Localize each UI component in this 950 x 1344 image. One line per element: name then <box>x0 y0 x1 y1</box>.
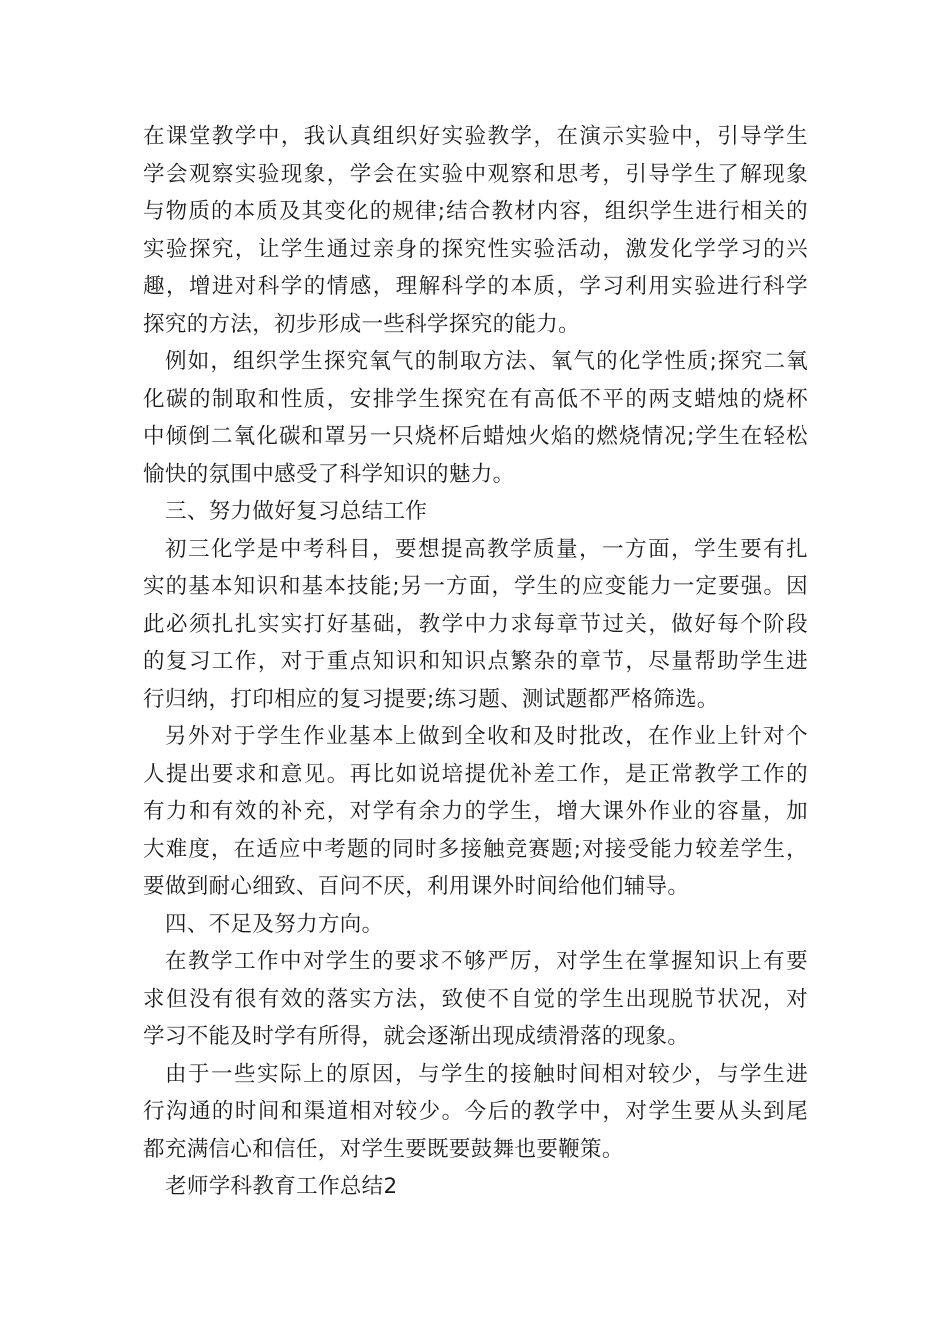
text-line: 初三化学是中考科目，要想提高教学质量，一方面，学生要有扎 <box>165 536 808 562</box>
text-line: 实的基本知识和基本技能;另一方面，学生的应变能力一定要强。因 <box>143 574 808 599</box>
text-line: 三、努力做好复习总结工作 <box>165 499 428 524</box>
text-line: 中倾倒二氧化碳和罩另一只烧杯后蜡烛火焰的燃烧情况;学生在轻松 <box>143 424 808 449</box>
text-line: 例如，组织学生探究氧气的制取方法、氧气的化学性质;探究二氧 <box>165 349 808 374</box>
text-line: 此必须扎扎实实打好基础，教学中力求每章节过关，做好每个阶段 <box>143 611 808 637</box>
text-line: 在课堂教学中，我认真组织好实验教学，在演示实验中，引导学生 <box>143 124 808 149</box>
text-line: 学会观察实验现象，学会在实验中观察和思考，引导学生了解现象 <box>143 161 808 187</box>
text-line: 人提出要求和意见。再比如说培提优补差工作，是正常教学工作的 <box>143 761 808 787</box>
text-line: 行归纳，打印相应的复习提要;练习题、测试题都严格筛选。 <box>143 686 719 712</box>
text-line: 求但没有很有效的落实方法，致使不自觉的学生出现脱节状况，对 <box>143 986 808 1012</box>
text-line: 与物质的本质及其变化的规律;结合教材内容，组织学生进行相关的 <box>143 199 808 224</box>
text-line: 由于一些实际上的原因，与学生的接触时间相对较少，与学生进 <box>165 1061 808 1087</box>
text-line: 老师学科教育工作总结2 <box>165 1174 398 1199</box>
text-line: 愉快的氛围中感受了科学知识的魅力。 <box>143 461 515 487</box>
text-line: 学习不能及时学有所得，就会逐渐出现成绩滑落的现象。 <box>143 1024 690 1049</box>
text-line: 在教学工作中对学生的要求不够严厉，对学生在掌握知识上有要 <box>165 949 808 974</box>
text-line: 实验探究，让学生通过亲身的探究性实验活动，激发化学学习的兴 <box>143 236 808 262</box>
document-body <box>143 118 808 1206</box>
text-line: 另外对于学生作业基本上做到全收和及时批改，在作业上针对个 <box>165 724 808 749</box>
text-line: 大难度，在适应中考题的同时多接触竞赛题;对接受能力较差学生， <box>143 836 808 862</box>
text-line: 都充满信心和信任，对学生要既要鼓舞也要鞭策。 <box>143 1136 624 1162</box>
text-line: 有力和有效的补充，对学有余力的学生，增大课外作业的容量，加 <box>143 799 808 824</box>
text-line: 探究的方法，初步形成一些科学探究的能力。 <box>143 311 581 337</box>
text-line: 的复习工作，对于重点知识和知识点繁杂的章节，尽量帮助学生进 <box>143 649 808 674</box>
text-line: 趣，增进对科学的情感，理解科学的本质，学习利用实验进行科学 <box>143 274 808 299</box>
text-line: 四、不足及努力方向。 <box>165 911 384 937</box>
text-line: 化碳的制取和性质，安排学生探究在有高低不平的两支蜡烛的烧杯 <box>143 386 808 412</box>
text-line: 要做到耐心细致、百问不厌，利用课外时间给他们辅导。 <box>143 874 690 899</box>
text-line: 行沟通的时间和渠道相对较少。今后的教学中，对学生要从头到尾 <box>143 1099 808 1124</box>
